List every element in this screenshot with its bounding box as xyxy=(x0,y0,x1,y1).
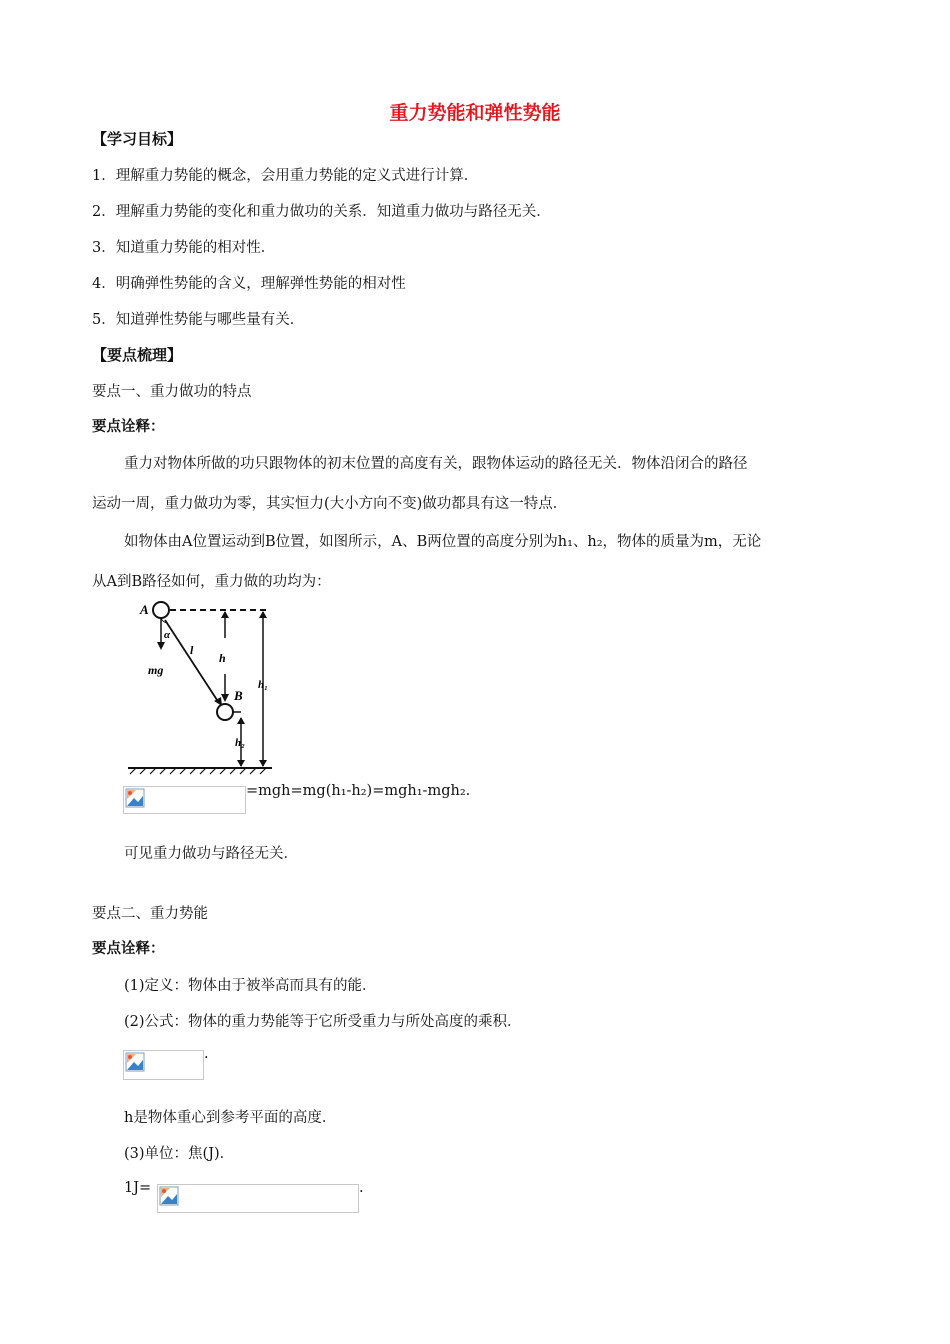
point1-conclusion: 可见重力做功与路径无关． xyxy=(124,846,298,862)
formula-image-placeholder xyxy=(123,786,246,814)
formula-period: . xyxy=(204,1046,209,1062)
point2-h-note: h是物体重心到参考平面的高度． xyxy=(124,1110,337,1126)
broken-image-icon xyxy=(124,1051,146,1073)
objectives-heading: 【学习目标】 xyxy=(92,130,183,148)
point2-explain-label: 要点诠释： xyxy=(92,941,165,957)
gravity-work-figure xyxy=(122,598,282,776)
label-b: B xyxy=(234,688,243,703)
label-mg: mg xyxy=(148,663,164,677)
objective-item: 2．理解重力势能的变化和重力做功的关系．知道重力做功与路径无关． xyxy=(92,204,551,220)
label-alpha: α xyxy=(164,629,171,641)
objective-item: 3．知道重力势能的相对性． xyxy=(92,240,276,256)
point2-title: 要点二、重力势能 xyxy=(92,906,208,922)
point2-unit: (3)单位：焦(J)． xyxy=(124,1146,235,1162)
joule-prefix: 1J= xyxy=(124,1180,152,1196)
joule-period: . xyxy=(359,1180,364,1196)
ball-a xyxy=(153,602,169,618)
label-h: h xyxy=(219,651,226,665)
formula-tail: =mgh=mg(h₁-h₂)=mgh₁-mgh₂. xyxy=(246,783,471,799)
potential-energy-formula-placeholder xyxy=(123,1050,204,1080)
broken-image-icon xyxy=(158,1185,180,1207)
broken-image-icon xyxy=(124,787,146,809)
point1-para2-line1: 如物体由A位置运动到B位置，如图所示，A、B两位置的高度分别为h₁、h₂，物体的质量为m，无论 xyxy=(124,534,762,550)
point1-title: 要点一、重力做功的特点 xyxy=(92,384,252,400)
point1-explain-label: 要点诠释： xyxy=(92,419,165,435)
path-l xyxy=(165,620,219,703)
point1-para2-line2: 从A到B路径如何，重力做的功均为： xyxy=(92,574,331,590)
point2-definition: (1)定义：物体由于被举高而具有的能． xyxy=(124,978,377,994)
label-l: l xyxy=(190,643,194,657)
point1-para1-line1: 重力对物体所做的功只跟物体的初末位置的高度有关，跟物体运动的路径无关．物体沿闭合的路径 xyxy=(124,456,748,472)
label-h2: h₂ xyxy=(235,737,245,749)
objective-item: 1．理解重力势能的概念，会用重力势能的定义式进行计算． xyxy=(92,168,479,184)
summary-heading: 【要点梳理】 xyxy=(92,346,183,364)
objective-item: 5．知道弹性势能与哪些量有关． xyxy=(92,312,305,328)
page-title: 重力势能和弹性势能 xyxy=(389,102,561,124)
objective-item: 4．明确弹性势能的含义，理解弹性势能的相对性 xyxy=(92,276,406,292)
label-h1: h₁ xyxy=(258,679,268,691)
point1-para1-line2: 运动一周，重力做功为零，其实恒力(大小方向不变)做功都具有这一特点． xyxy=(92,496,568,512)
point2-formula: (2)公式：物体的重力势能等于它所受重力与所处高度的乘积． xyxy=(124,1014,522,1030)
ball-b xyxy=(217,704,233,720)
joule-definition-placeholder xyxy=(157,1184,359,1213)
label-a: A xyxy=(140,602,149,617)
